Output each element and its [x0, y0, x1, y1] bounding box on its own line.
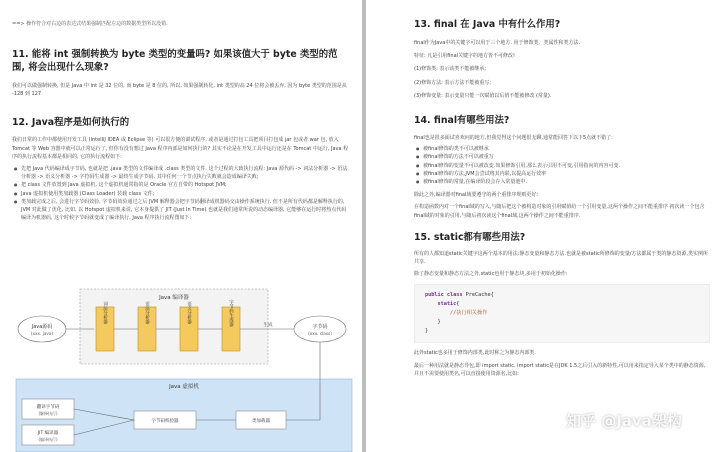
q13-line: (3)修饰变量: 表示变量只能一次赋值以后值不能被修改 (常量). [414, 92, 552, 99]
list-item: ● 类加载完成之后, 会进行字节码效验, 字节码效验通过之后 JVM 解释器会把字节码翻译成机器码交由操作系统执行. 但不是所有代码都是解释执行的, JVM 对此做了优化, 比如, 以 Hotspot 虚拟机来说, 它本身提供了 JIT (Just In Time) 也就是我们通常所说的动态编译器, 它能够在运行时将热点代码编译为机器码, 这个时候字节码就变成了编译执行. Java 程序执行流程图如下: [12, 198, 350, 223]
bytecode-sublabel: (xxx. class) [308, 331, 332, 336]
q15-heading: 15. static都有哪些用法? [414, 231, 526, 243]
q13-line: final作为Java中的关键字可以用于三个地方. 用于修饰类、类属性和类方法. [414, 40, 581, 46]
code-line: } [437, 319, 441, 326]
code-line: //执行相关操作 [450, 310, 488, 317]
q12-heading: 12. Java程序是如何执行的 [12, 117, 130, 129]
list-item: ● 被final修饰的变量不可以被改变.如果修饰引用,那么表示引用不可变,引用指向的内容可变. [414, 162, 710, 170]
code-line: public class PreCache{ [425, 292, 494, 299]
q15-paragraph: 此外static也多用于修饰内部类,此时称之为静态内部类. [414, 350, 536, 357]
stage-semantic-label: 语义分析器 [186, 301, 192, 325]
top-note: ==> 操作符合对右边的表达式结果强制匹配左边的数据类型所以没错. [12, 21, 168, 27]
jit-label: JIT 编译器 [37, 431, 59, 436]
q13-line: (2)修饰方法: 表示方法不能被重写; [414, 79, 492, 86]
java-execution-diagram [14, 287, 354, 452]
q14-extra: 除此之外,编译器对final域要遵守的两个重排序规则更好: [414, 192, 539, 199]
list-item: ● 被final修饰的方法不可以被重写 [414, 153, 710, 161]
jvm-title: Java 虚拟机 [169, 384, 199, 390]
q14-intro: final也是很多面试喜欢问的地方,但我觉得这个问题很无聊,通常能回答下以下5点就不错了: [414, 135, 613, 142]
q12-paragraph: 我们日常的工作中都使用开发工具 (IntelliJ IDEA 或 Eclipse 等) 可以很方便的调试程序, 或者是通过打包工具把项目打包成 jar 包或者 war 包, 放入 Tomcat 等 Web 容器中就可以正常运行了, 但你有没有想过 Java 程序内部是如何执行的? 其实不论是在开发工具中运行还是在 Tomcat 中运行, Java 程序的执行流程基本都是相同的, 它的执行流程如下: [12, 137, 349, 160]
zhihu-watermark: 知乎 @Java架构 [566, 412, 682, 430]
list-item: ● 先把 Java 代码编译成字节码, 也就是把 .java 类型的文件编译成 .class 类型的文件. 这个过程的大致执行流程: Java 源代码 -> 词法分析器 -> 语法分析器 -> 语义分析器 -> 字符码生成器 -> 最终生成字节码, 其中任何一个节点执行失败就会造成编译失败; [12, 165, 350, 181]
q14-list [414, 145, 710, 186]
bytecode-label: 字节码 [312, 324, 328, 330]
code-block [414, 284, 710, 343]
q15-paragraph: 最后一种用法就是静态导包,即 import static. import static是在JDK 1.5之后引入的新特性,可以用来指定导入某个类中的静态资源,并且不需要使用类名,可以直接使用资源名,比如: [414, 362, 706, 377]
compiler-title: Java 编译器 [159, 295, 189, 301]
q11-paragraph: 我们可以做强制转换, 但是 Java 中 int 是 32 位的, 而 byte 是 8 位的, 所以, 如果强制转化, int 类型的高 24 位将会被丢弃, 因为 byte 类型的范围是从 -128 到 127 [12, 83, 347, 98]
list-item: ● 被final修饰的类不可以被继承 [414, 145, 710, 153]
source-sublabel: (xxx. java) [30, 331, 54, 336]
list-item: ● 把 class 文件放置到 Java 虚拟机, 这个虚拟机通常指的是 Oracle 官方自带的 Hotspot JVM; [12, 181, 350, 189]
q12-steps-list [12, 165, 350, 222]
q14-heading: 14. final有哪些用法? [414, 115, 510, 127]
q15-paragraph: 除了静态变量和静态方法之外,static也用于静态块,多用于初始化操作: [414, 271, 568, 278]
list-item: ● Java 虚拟机使用类加载器 (Class Loader) 装载 class 文件; [12, 190, 350, 198]
source-label: Java源码 [31, 324, 53, 330]
q13-line: (1)修饰类: 表示该类不能被继承; [414, 66, 487, 73]
right-page [366, 0, 720, 452]
stage-bytecode-gen-label: 字节码生成器 [228, 299, 234, 327]
interpreter-label: 翻译字节码 [36, 405, 60, 410]
interpreter-sublabel: (解释执行) [38, 411, 58, 416]
code-line: static{ [437, 301, 460, 308]
list-item: ● 被final修饰的方法,JVM会尝试将其内联,以提高运行效率 [414, 170, 710, 178]
classloader-label: 类加载器 [252, 419, 270, 424]
stage-lexer-label: 词法分析器 [102, 301, 108, 325]
q13-heading: 13. final 在 Java 中有什么作用? [414, 19, 561, 30]
q11-heading: 11. 能将 int 强制转换为 byte 类型的变量吗? 如果该值大于 byte 类型的范围, 将会出现什么现象? [12, 49, 338, 73]
stage-parser-label: 语法分析器 [144, 301, 150, 325]
q13-line: 特征: 凡是引用final关键字的地方皆不可修改! [414, 53, 516, 60]
jit-sublabel: (编译执行) [38, 437, 58, 442]
generate-label: 生成 [263, 323, 273, 328]
code-line: } [425, 328, 429, 335]
q14-extra-2: 在构造函数内对一个final域的写入,与随后把这个被构造对象的引用赋值给一个引用变量,这两个操作之间不能重排序 初次读一个包含final域的对象的引用,与随后初次读这个final域,这两个操作之间不能重排序. [414, 204, 705, 219]
verifier-label: 字节码校验器 [151, 419, 179, 424]
q15-paragraph: 所有的人都知道static关键字这两个基本的用法:静态变量和静态方法.也就是被static所修饰的变量/方法都属于类的静态资源,类实例所共享. [414, 250, 709, 266]
list-item: ● 被final修饰的常量,在编译阶段会存入常量池中. [414, 178, 710, 186]
